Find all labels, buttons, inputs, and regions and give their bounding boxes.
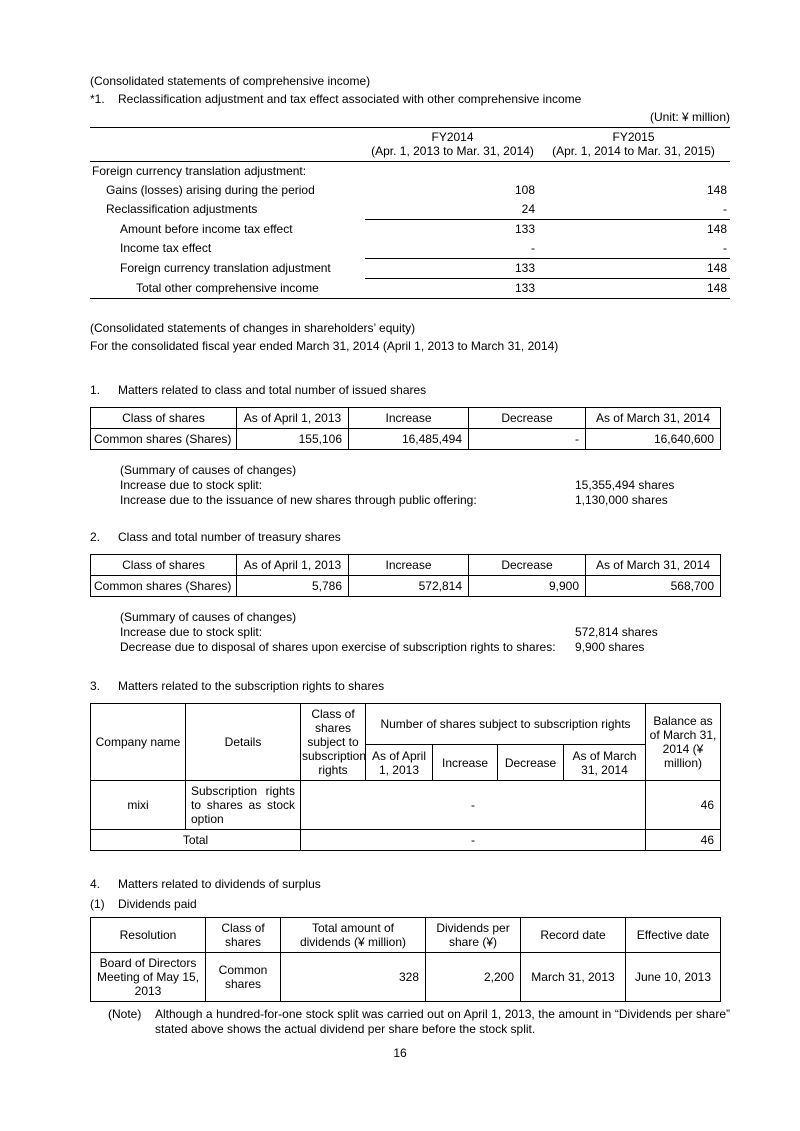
- summary-line: [120, 640, 730, 655]
- note-text: Although a hundred-for-one stock split was carried out on April 1, 2013, the amount in “Dividends per share” stated above shows the actual dividend per share before the stock split.: [155, 1007, 730, 1036]
- summary-label: Increase due to the issuance of new shares through public offering:: [120, 493, 477, 507]
- ci-row-value-fy2014: 133: [514, 222, 535, 236]
- ci-row-value-fy2014: [365, 162, 540, 181]
- summary-label: Increase due to stock split:: [120, 478, 263, 492]
- header-as-of-march: As of March 31, 2014: [586, 408, 721, 429]
- ci-row-label: Amount before income tax effect: [120, 222, 293, 236]
- section-2-heading: [90, 528, 730, 546]
- ci-row-value-fy2015: -: [540, 200, 730, 220]
- header-decrease: Decrease: [469, 555, 586, 576]
- ci-row-value-fy2015: 148: [706, 183, 727, 197]
- cell-details: Subscription rights to shares as stock option: [186, 781, 301, 830]
- summary-value: 9,900 shares: [575, 640, 645, 654]
- cell-balance: 46: [646, 781, 721, 830]
- cell-decrease: -: [469, 429, 586, 450]
- cell-company-name: mixi: [91, 781, 186, 830]
- summary-line: [120, 625, 730, 640]
- summary-label: Increase due to stock split:: [120, 625, 263, 639]
- note-label: (Note): [108, 1007, 142, 1021]
- issued-shares-header-row: [91, 408, 721, 429]
- ci-row: [90, 162, 730, 181]
- header-as-of-april: As of April 1, 2013: [366, 745, 433, 781]
- section-1-number: 1.: [90, 383, 101, 397]
- cell-as-of-april: 5,786: [237, 576, 349, 597]
- ci-row: [90, 181, 730, 200]
- header-number-of-shares-group: Number of shares subject to subscription rights: [366, 704, 646, 745]
- section-4-1-title: Dividends paid: [118, 897, 197, 911]
- issued-shares-table: [90, 407, 721, 450]
- section-3-title: Matters related to the subscription rights to shares: [118, 679, 385, 693]
- comprehensive-income-heading: (Consolidated statements of comprehensive income): [90, 74, 371, 88]
- unit-label: (Unit: ¥ million): [649, 110, 730, 124]
- ci-row-value-fy2014: 133: [514, 281, 535, 295]
- ci-row-value-fy2015: 148: [706, 281, 727, 295]
- section-3-heading: [90, 677, 730, 695]
- cell-class-of-shares: Common shares (Shares): [91, 429, 237, 450]
- subscription-header-row-1: [91, 704, 721, 745]
- fy2014-title: FY2014: [431, 130, 474, 144]
- header-as-of-march: As of March 31, 2014: [586, 555, 721, 576]
- treasury-shares-data-row: [91, 576, 721, 597]
- ci-header-spacer: [90, 130, 365, 158]
- header-effective-date: Effective date: [626, 918, 721, 953]
- ci-row-value-fy2014: 108: [514, 183, 535, 197]
- header-as-of-march: As of March 31, 2014: [564, 745, 646, 781]
- subscription-rights-table: [90, 703, 721, 851]
- subscription-data-row: [91, 781, 721, 830]
- section-2-title: Class and total number of treasury shares: [118, 530, 341, 544]
- header-increase: Increase: [349, 408, 469, 429]
- dividends-header-row: [91, 918, 721, 953]
- summary-value: 1,130,000 shares: [575, 493, 668, 507]
- cell-total-number: -: [301, 830, 646, 851]
- ci-row-label: Income tax effect: [120, 241, 212, 255]
- dividends-paid-table: [90, 917, 721, 1002]
- ci-row-label: Gains (losses) arising during the period: [106, 183, 315, 197]
- summary-value: 572,814 shares: [575, 625, 658, 639]
- cell-decrease: 9,900: [469, 576, 586, 597]
- ci-row-value-fy2014: 133: [365, 259, 540, 279]
- section-3-number: 3.: [90, 679, 101, 693]
- treasury-shares-table: [90, 554, 721, 597]
- header-dividends-per-share: Dividends per share (¥): [426, 918, 521, 953]
- header-resolution: Resolution: [91, 918, 206, 953]
- note-1-line: [90, 90, 730, 108]
- ci-row: [90, 239, 730, 259]
- subscription-total-row: [91, 830, 721, 851]
- header-increase: Increase: [349, 555, 469, 576]
- cell-increase: 572,814: [349, 576, 469, 597]
- cell-class-of-shares: Common shares: [206, 953, 281, 1002]
- header-company-name: Company name: [91, 704, 186, 781]
- ci-table-header: [90, 127, 730, 162]
- header-total-amount: Total amount of dividends (¥ million): [281, 918, 426, 953]
- header-class-of-shares: Class of shares: [91, 408, 237, 429]
- cell-total-amount: 328: [281, 953, 426, 1002]
- equity-period-line: For the consolidated fiscal year ended March 31, 2014 (April 1, 2013 to March 31, 2014): [90, 339, 559, 353]
- ci-row-value-fy2014: -: [365, 239, 540, 259]
- issued-shares-summary: [120, 463, 730, 508]
- treasury-shares-summary: [120, 610, 730, 655]
- cell-number-of-shares: -: [301, 781, 646, 830]
- ci-row-label: Foreign currency translation adjustment:: [92, 164, 307, 178]
- ci-row-value-fy2015: -: [540, 239, 730, 259]
- section-1-heading: [90, 381, 730, 399]
- ci-row-value-fy2015: [540, 162, 730, 181]
- section-4-title: Matters related to dividends of surplus: [118, 877, 321, 891]
- dividends-note: [108, 1007, 730, 1037]
- header-balance: Balance as of March 31, 2014 (¥ million): [646, 704, 721, 781]
- note-1-title: Reclassification adjustment and tax effect associated with other comprehensive income: [118, 92, 582, 106]
- header-decrease: Decrease: [469, 408, 586, 429]
- issued-shares-data-row: [91, 429, 721, 450]
- cell-total-label: Total: [91, 830, 301, 851]
- fy2015-period: (Apr. 1, 2014 to Mar. 31, 2015): [552, 144, 715, 158]
- header-as-of-april: As of April 1, 2013: [237, 408, 349, 429]
- ci-header-fy2014: [365, 130, 540, 158]
- section-4-heading: [90, 875, 730, 893]
- summary-line: [120, 478, 730, 493]
- fy2014-period: (Apr. 1, 2013 to Mar. 31, 2014): [371, 144, 534, 158]
- cell-as-of-april: 155,106: [237, 429, 349, 450]
- cell-resolution: Board of Directors Meeting of May 15, 2013: [91, 953, 206, 1002]
- note-1-number: *1.: [90, 92, 105, 106]
- section-4-1-heading: [90, 895, 730, 913]
- summary-label: Decrease due to disposal of shares upon exercise of subscription rights to shares:: [120, 640, 556, 654]
- ci-row-label: Reclassification adjustments: [106, 202, 258, 216]
- ci-row-value-fy2015: 148: [540, 259, 730, 279]
- ci-header-fy2015: [540, 130, 730, 158]
- ci-row-value-fy2015: 148: [706, 222, 727, 236]
- header-class-of-shares: Class of shares: [206, 918, 281, 953]
- ci-row-total: [90, 279, 730, 299]
- header-increase: Increase: [433, 745, 498, 781]
- cell-increase: 16,485,494: [349, 429, 469, 450]
- ci-row-label: Foreign currency translation adjustment: [120, 261, 331, 275]
- fy2015-title: FY2015: [612, 130, 655, 144]
- header-class-of-shares: Class of shares: [91, 555, 237, 576]
- cell-class-of-shares: Common shares (Shares): [91, 576, 237, 597]
- header-class-of-shares: Class of shares subject to subscription rights: [301, 704, 366, 781]
- section-4-1-number: (1): [90, 897, 105, 911]
- ci-row: [90, 259, 730, 279]
- cell-record-date: March 31, 2013: [521, 953, 626, 1002]
- cell-as-of-march: 16,640,600: [586, 429, 721, 450]
- header-details: Details: [186, 704, 301, 781]
- section-4-number: 4.: [90, 877, 101, 891]
- header-decrease: Decrease: [498, 745, 564, 781]
- summary-line: [120, 493, 730, 508]
- dividends-data-row: [91, 953, 721, 1002]
- treasury-shares-header-row: [91, 555, 721, 576]
- equity-heading: (Consolidated statements of changes in shareholders’ equity): [90, 321, 416, 335]
- cell-dividends-per-share: 2,200: [426, 953, 521, 1002]
- summary-heading: (Summary of causes of changes): [120, 463, 297, 477]
- ci-row-label: Total other comprehensive income: [136, 281, 319, 295]
- ci-row: [90, 200, 730, 220]
- ci-row-value-fy2014: 24: [365, 200, 540, 220]
- header-record-date: Record date: [521, 918, 626, 953]
- comprehensive-income-table: [90, 127, 730, 299]
- summary-value: 15,355,494 shares: [575, 478, 675, 492]
- cell-effective-date: June 10, 2013: [626, 953, 721, 1002]
- summary-heading: (Summary of causes of changes): [120, 610, 297, 624]
- header-as-of-april: As of April 1, 2013: [237, 555, 349, 576]
- ci-row: [90, 220, 730, 239]
- section-2-number: 2.: [90, 530, 101, 544]
- cell-as-of-march: 568,700: [586, 576, 721, 597]
- page-number: 16: [393, 1046, 407, 1060]
- section-1-title: Matters related to class and total number of issued shares: [118, 383, 427, 397]
- cell-total-balance: 46: [646, 830, 721, 851]
